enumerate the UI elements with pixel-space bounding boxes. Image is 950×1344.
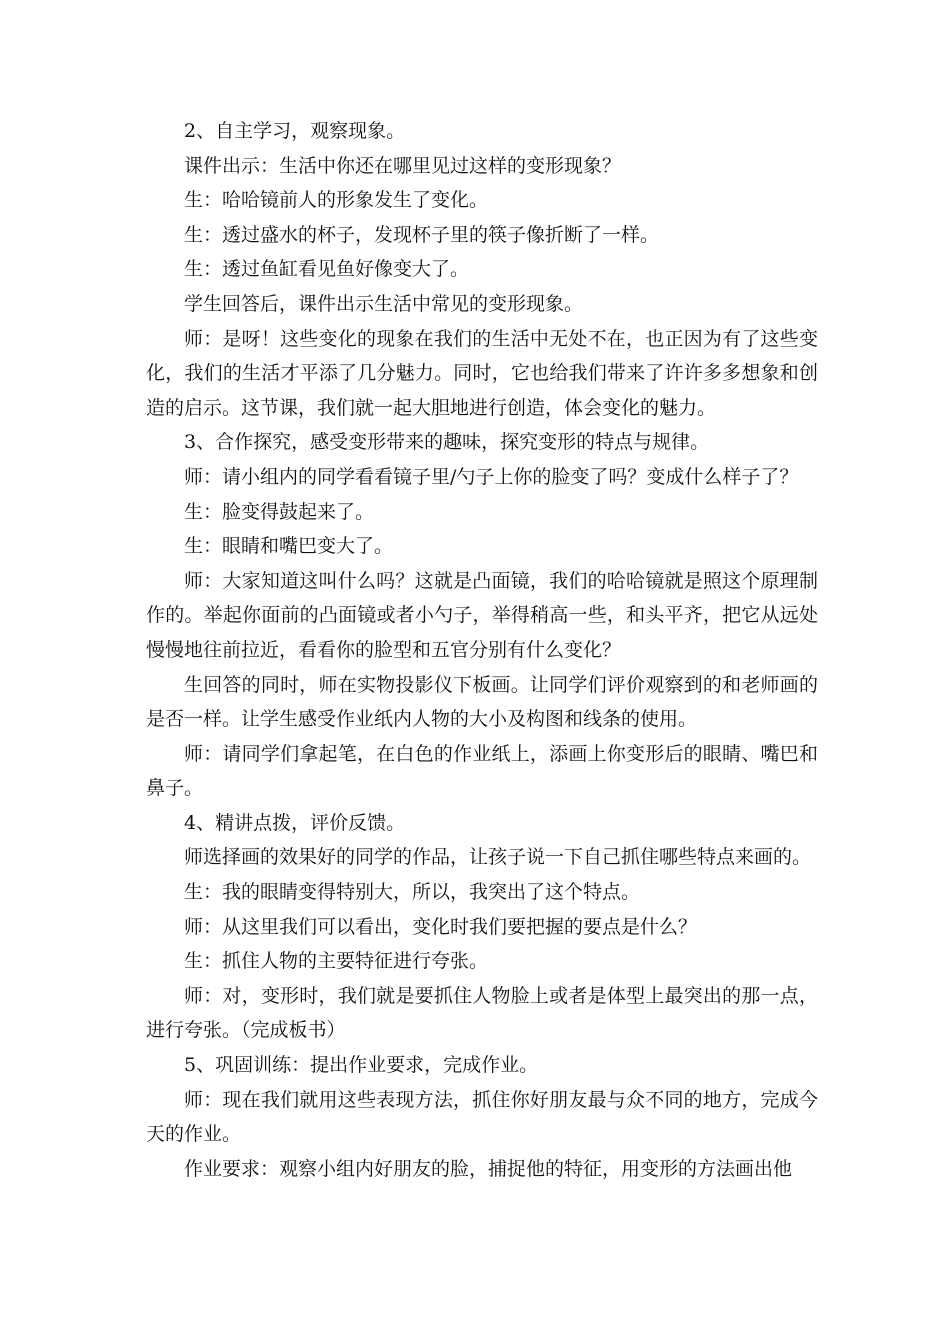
paragraph-step-5-heading: 5、巩固训练：提出作业要求，完成作业。 — [184, 1054, 539, 1077]
paragraph-student-eyes-mouth: 生：眼睛和嘴巴变大了。 — [184, 535, 394, 558]
paragraph-student-answer-mirror: 生：哈哈镜前人的形象发生了变化。 — [184, 189, 489, 212]
paragraph-teacher-draw-instruction: 师：请同学们拿起笔，在白色的作业纸上，添画上你变形后的眼睛、嘴巴和鼻子。 — [146, 742, 818, 800]
paragraph-teacher-charm: 师：是呀！这些变化的现象在我们的生活中无处不在，也正因为有了这些变化，我们的生活才平添了几分魅力。同时，它也给我们带来了许许多多想象和创造的启示。这节课，我们就一起大胆地进行创造，体会变化的魅力。 — [146, 327, 818, 419]
paragraph-student-big-eyes: 生：我的眼睛变得特别大，所以，我突出了这个特点。 — [184, 881, 641, 904]
paragraph-teacher-select-works: 师选择画的效果好的同学的作品，让孩子说一下自己抓住哪些特点来画的。 — [184, 846, 812, 869]
paragraph-teacher-key-points: 师：从这里我们可以看出，变化时我们要把握的要点是什么？ — [184, 915, 698, 938]
paragraph-assignment-requirements: 作业要求：观察小组内好朋友的脸，捕捉他的特征，用变形的方法画出他 — [184, 1157, 793, 1180]
paragraph-student-answer-cup: 生：透过盛水的杯子，发现杯子里的筷子像折断了一样。 — [184, 223, 660, 246]
paragraph-teacher-assignment: 师：现在我们就用这些表现方法，抓住你好朋友最与众不同的地方，完成今天的作业。 — [146, 1088, 818, 1146]
paragraph-courseware-question: 课件出示：生活中你还在哪里见过这样的变形现象？ — [184, 154, 622, 177]
paragraph-teacher-summary: 师：对，变形时，我们就是要抓住人物脸上或者是体型上最突出的那一点，进行夸张。（完成板书） — [146, 984, 818, 1042]
paragraph-step-3-heading: 3、合作探究，感受变形带来的趣味，探究变形的特点与规律。 — [184, 431, 710, 454]
paragraph-teacher-board-drawing: 生回答的同时，师在实物投影仪下板画。让同学们评价观察到的和老师画的是否一样。让学生感受作业纸内人物的大小及构图和线条的使用。 — [146, 673, 818, 731]
paragraph-courseware-show: 学生回答后，课件出示生活中常见的变形现象。 — [184, 292, 584, 315]
paragraph-student-answer-fishbowl: 生：透过鱼缸看见鱼好像变大了。 — [184, 258, 470, 281]
paragraph-student-exaggerate: 生：抓住人物的主要特征进行夸张。 — [184, 950, 489, 973]
paragraph-step-2-heading: 2、自主学习，观察现象。 — [184, 120, 406, 142]
paragraph-step-4-heading: 4、精讲点拨，评价反馈。 — [184, 811, 406, 834]
paragraph-teacher-mirror-question: 师：请小组内的同学看看镜子里/勺子上你的脸变了吗？变成什么样子了？ — [184, 465, 799, 488]
paragraph-student-face-bulge: 生：脸变得鼓起来了。 — [184, 500, 375, 523]
document-body — [146, 114, 818, 1186]
paragraph-teacher-convex-mirror: 师：大家知道这叫什么吗？这就是凸面镜，我们的哈哈镜就是照这个原理制作的。举起你面前的凸面镜或者小勺子，举得稍高一些，和头平齐，把它从远处慢慢地往前拉近，看看你的脸型和五官分别有什么变化？ — [146, 569, 818, 661]
